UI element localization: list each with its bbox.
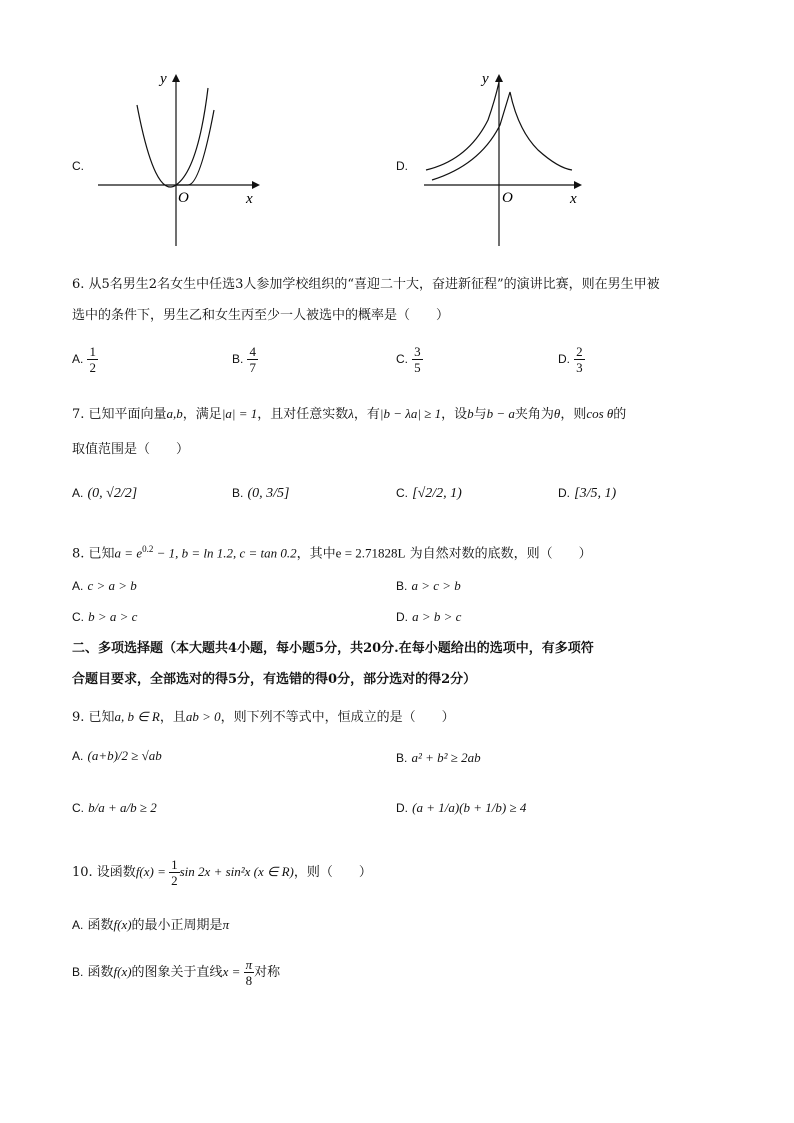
q10-option-a[interactable]: A. 函数f(x)的最小正周期是π — [72, 917, 230, 933]
svg-text:O: O — [178, 190, 189, 206]
q7-option-b[interactable]: B. (0, 3/5] — [232, 486, 290, 501]
q9-option-a[interactable]: A. (a+b)/2 ≥ √ab — [72, 748, 162, 763]
q6-option-a[interactable]: A. $\frac{1}{2}$ — [72, 344, 96, 375]
graph-c-label: C. — [72, 159, 84, 173]
q8-option-d[interactable]: D. a > b > c — [396, 609, 462, 624]
section-2-heading-line1: 二、多项选择题（本大题共4小题，每小题5分，共20分.在每小题给出的选项中，有多项符 — [72, 641, 594, 656]
q8-stem: 8. 已知$a = e^{0.2} - 1$, b = ln 1.2, c = tan 0.2，其中e = 2.71828L 为自然对数的底数，则（ ） — [72, 544, 592, 562]
q7-option-c[interactable]: C. [√2/2, 1) — [396, 486, 462, 501]
q10-option-b[interactable]: B. 函数f(x)的图象关于直线x = $\frac{\pi}{8}$ 对称 — [72, 957, 281, 988]
svg-text:y: y — [160, 71, 167, 87]
svg-text:O: O — [502, 190, 513, 206]
q10-stem: 10. 设函数f(x) = $\frac{1}{2}$ sin 2x + sin²x (x ∈ R)，则（ ） — [72, 857, 372, 888]
q8-option-b[interactable]: B. a > c > b — [396, 578, 461, 593]
svg-text:x: x — [246, 191, 253, 207]
section-2-heading-line2: 合题目要求，全部选对的得5分，有选错的得0分，部分选对的得2分） — [72, 672, 477, 687]
q9-stem: 9. 已知a, b ∈ R，且ab > 0，则下列不等式中，恒成立的是（ ） — [72, 709, 455, 725]
q7-stem-line1: 7. 已知平面向量a,b，满足|a| = 1，且对任意实数λ，有|b − λa| ≥ 1，设b与b − a夹角为θ，则cos θ的 — [72, 406, 627, 422]
q7-option-d[interactable]: D. [3/5, 1) — [558, 486, 617, 501]
graph-d — [418, 70, 590, 250]
q6-stem-line2: 选中的条件下，男生乙和女生丙至少一人被选中的概率是（ ） — [72, 308, 450, 323]
graph-c — [92, 70, 264, 250]
q6-stem-line1: 6. 从5名男生2名女生中任选3人参加学校组织的“喜迎二十大，奋进新征程”的演讲比赛，则在男生甲被 — [72, 277, 660, 292]
svg-text:x: x — [570, 191, 577, 207]
q6-option-d[interactable]: D. $\frac{2}{3}$ — [558, 344, 583, 375]
q8-option-a[interactable]: A. c > a > b — [72, 578, 137, 593]
q6-option-b[interactable]: B. $\frac{4}{7}$ — [232, 344, 256, 375]
q7-option-a[interactable]: A. (0, √2/2] — [72, 486, 138, 501]
q9-option-d[interactable]: D. (a + 1/a)(b + 1/b) ≥ 4 — [396, 800, 527, 815]
q9-option-b[interactable]: B. a² + b² ≥ 2ab — [396, 750, 481, 765]
q6-option-c[interactable]: C. $\frac{3}{5}$ — [396, 344, 421, 375]
q9-option-c[interactable]: C. b/a + a/b ≥ 2 — [72, 800, 157, 815]
graph-d-label: D. — [396, 159, 408, 173]
q7-stem-line2: 取值范围是（ ） — [72, 442, 190, 457]
svg-text:y: y — [482, 71, 489, 87]
q8-option-c[interactable]: C. b > a > c — [72, 609, 138, 624]
